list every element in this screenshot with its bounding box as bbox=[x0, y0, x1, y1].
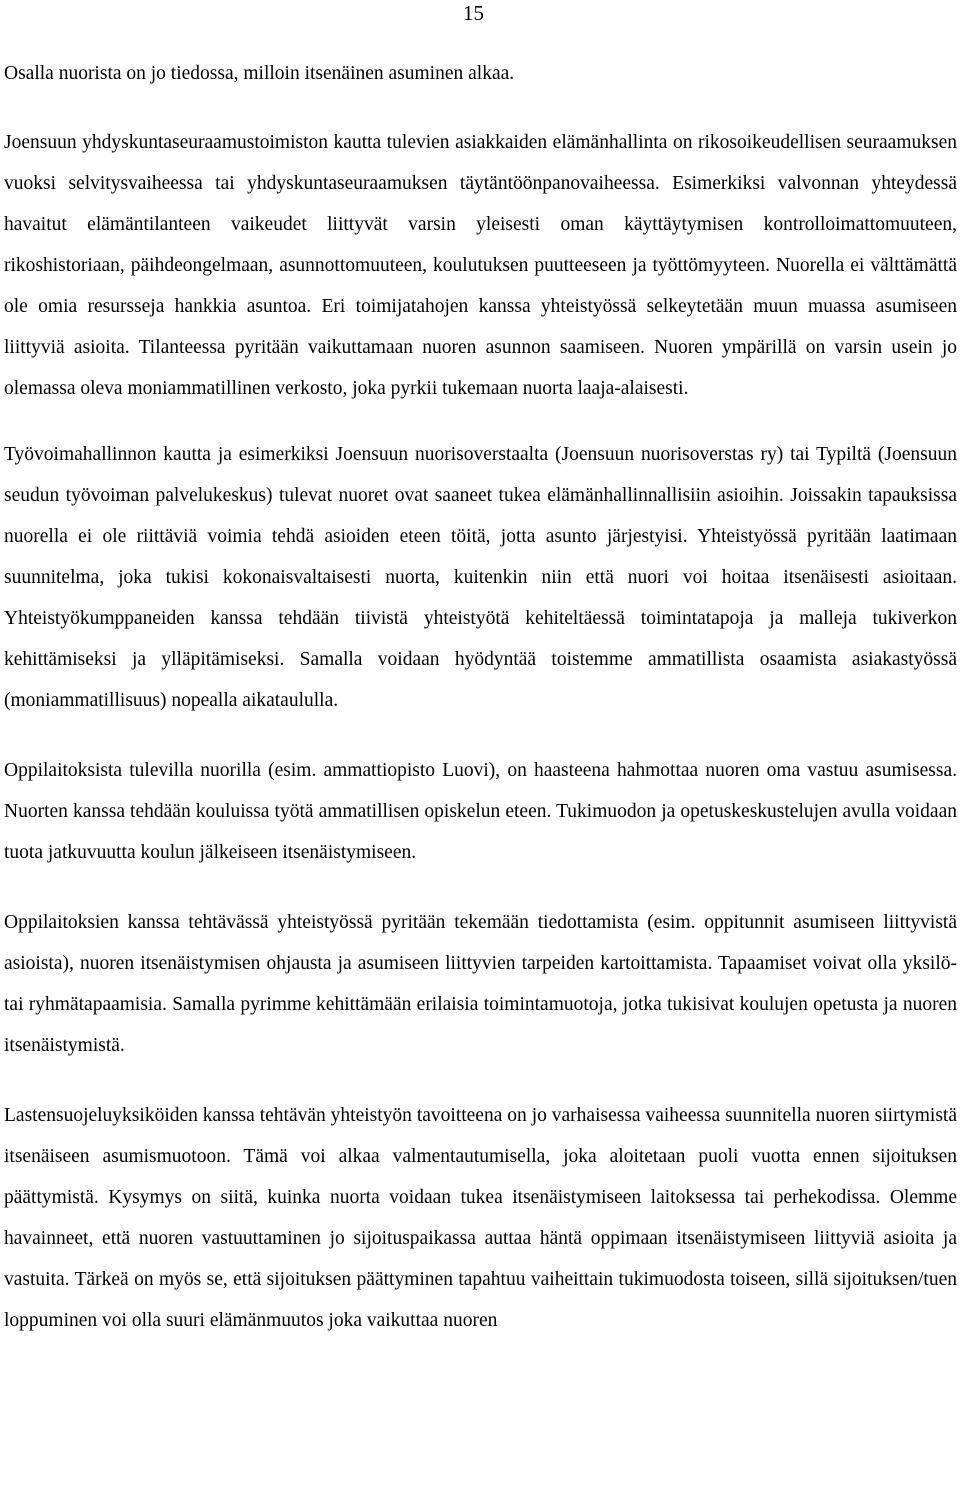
paragraph-school-cooperation: Oppilaitoksien kanssa tehtävässä yhteistyössä pyritään tekemään tiedottamista (esim. oppitunnit asumiseen liittyvistä asioista), nuoren itsenäistymisen ohjausta ja asumiseen liittyvien tarpeiden kartoittamista. Tapaamiset voivat olla yksilö- tai ryhmätapaamisia. Samalla pyrimme kehittämään erilaisia toimintamuotoja, jotka tukisivat koulujen opetusta ja nuoren itsenäistymistä. bbox=[4, 912, 957, 1056]
paragraph-probation-office: Joensuun yhdyskuntaseuraamustoimiston kautta tulevien asiakkaiden elämänhallinta on rikosoikeudellisen seuraamuksen vuoksi selvitysvaiheessa tai yhdyskuntaseuraamuksen täytäntöönpanovaiheessa. Esimerkiksi valvonnan yhteydessä havaitut elämäntilanteen vaikeudet liittyvät varsin yleisesti oman käyttäytymisen kontrolloimattomuuteen, rikoshistoriaan, päihdeongelmaan, asunnottomuuteen, koulutuksen puutteeseen ja työttömyyteen. Nuorella ei välttämättä ole omia resursseja hankkia asuntoa. Eri toimijatahojen kanssa yhteistyössä selkeytetään muun muassa asumiseen liittyviä asioita. Tilanteessa pyritään vaikuttamaan nuoren asunnon saamiseen. Nuoren ympärillä on varsin usein jo olemassa oleva moniammatillinen verkosto, joka pyrkii tukemaan nuorta laaja-alaisesti. bbox=[4, 132, 957, 399]
paragraph-educational-institutions: Oppilaitoksista tulevilla nuorilla (esim. ammattiopisto Luovi), on haasteena hahmottaa nuoren oma vastuu asumisessa. Nuorten kanssa tehdään kouluissa työtä ammatillisen opiskelun eteen. Tukimuodon ja opetuskeskustelujen avulla voidaan tuota jatkuvuutta koulun jälkeiseen itsenäistymiseen. bbox=[4, 760, 957, 863]
paragraph-labour-administration: Työvoimahallinnon kautta ja esimerkiksi Joensuun nuorisoverstaalta (Joensuun nuorisoverstas ry) tai Typiltä (Joensuun seudun työvoiman palvelukeskus) tulevat nuoret ovat saaneet tukea elämänhallinnallisiin asioihin. Joissakin tapauksissa nuorella ei ole riittäviä voimia tehdä asioiden eteen töitä, jotta asunto järjestyisi. Yhteistyössä pyritään laatimaan suunnitelma, joka tukisi kokonaisvaltaisesti nuorta, kuitenkin niin että nuori voi hoitaa itsenäisesti asioitaan. Yhteistyökumppaneiden kanssa tehdään tiivistä yhteistyötä kehiteltäessä toimintatapoja ja malleja tukiverkon kehittämiseksi ja ylläpitämiseksi. Samalla voidaan hyödyntää toistemme ammatillista osaamista asiakastyössä (moniammatillisuus) nopealla aikataululla. bbox=[4, 444, 957, 711]
paragraph-intro: Osalla nuorista on jo tiedossa, milloin itsenäinen asuminen alkaa. bbox=[4, 63, 515, 84]
page-number: 15 bbox=[463, 1, 484, 25]
paragraph-child-welfare: Lastensuojeluyksiköiden kanssa tehtävän yhteistyön tavoitteena on jo varhaisessa vaiheessa suunnitella nuoren siirtymistä itsenäiseen asumismuotoon. Tämä voi alkaa valmentautumisella, joka aloitetaan puoli vuotta ennen sijoituksen päättymistä. Kysymys on siitä, kuinka nuorta voidaan tukea itsenäistymiseen laitoksessa tai perhekodissa. Olemme havainneet, että nuoren vastuuttaminen jo sijoituspaikassa auttaa häntä oppimaan itsenäistymiseen liittyviä asioita ja vastuita. Tärkeä on myös se, että sijoituksen päättyminen tapahtuu vaiheittain tukimuodosta toiseen, sillä sijoituksen/tuen loppuminen voi olla suuri elämänmuutos joka vaikuttaa nuoren bbox=[4, 1105, 957, 1331]
document-body bbox=[4, 53, 957, 1341]
